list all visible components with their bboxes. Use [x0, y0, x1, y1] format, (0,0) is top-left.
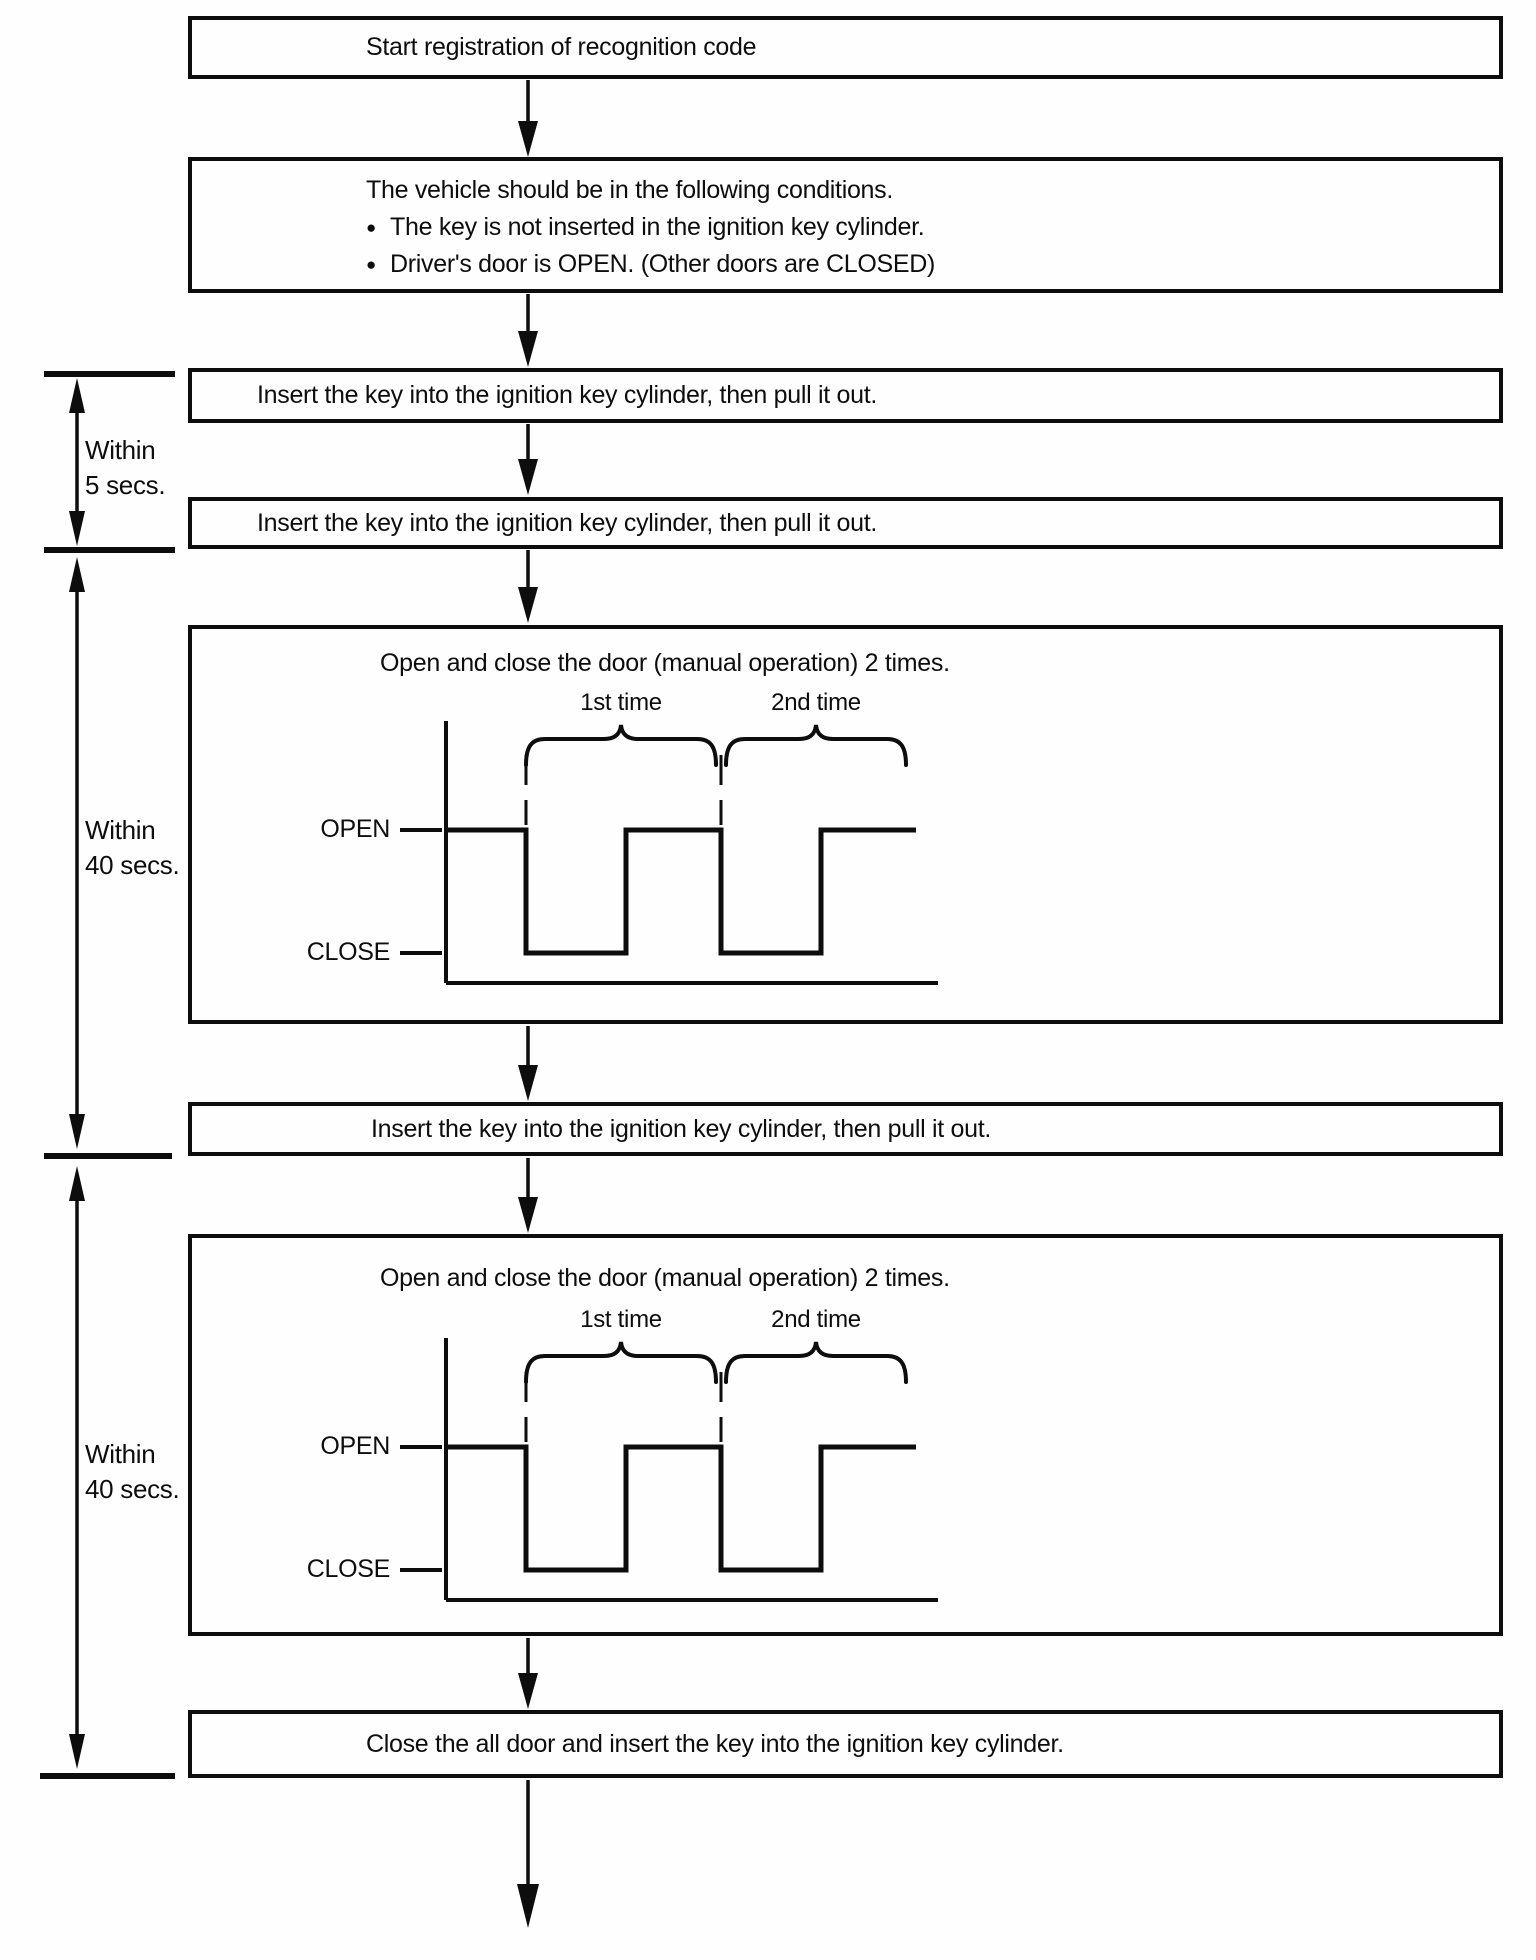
start-box-label: Start registration of recognition code: [366, 33, 757, 61]
arrowhead-down-icon: [69, 1734, 85, 1769]
conditions-lines: [192, 161, 1499, 284]
close-level-label: CLOSE: [306, 938, 390, 966]
arrowhead-down-icon: [69, 1114, 85, 1149]
flow-arrow-6: [518, 1158, 538, 1233]
arrowhead-down-icon: [69, 511, 85, 546]
close-doors-label: Close the all door and insert the key into the ignition key cylinder.: [366, 1729, 1064, 1758]
condition-text-2: Driver's door is OPEN. (Other doors are CLOSED): [390, 250, 935, 278]
within-40s-label-second: [85, 1437, 205, 1507]
within-5s-line1: Within: [85, 435, 156, 465]
insert-key-label-3: Insert the key into the ignition key cylinder, then pull it out.: [371, 1114, 992, 1143]
first-time-label: 1st time: [580, 1306, 662, 1333]
close-level-label: CLOSE: [306, 1555, 390, 1583]
close-doors-box: [188, 1710, 1503, 1778]
second-time-brace-icon: [726, 725, 906, 765]
condition-bullet-row: [366, 209, 1499, 247]
condition-bullet-row: [366, 246, 1499, 284]
door-cycle-title: Open and close the door (manual operation) 2 times.: [380, 1264, 950, 1292]
door-state-waveform-path: [448, 830, 916, 953]
bullet-icon: ●: [366, 217, 376, 237]
second-time-label: 2nd time: [771, 689, 861, 716]
insert-key-box-2: [188, 497, 1503, 549]
door-waveform: [192, 629, 1499, 1020]
within-40s-a-line1: Within: [85, 815, 156, 845]
within-40s-b-line2: 40 secs.: [85, 1474, 180, 1504]
within-40s-b-line1: Within: [85, 1439, 156, 1469]
flow-arrow-final: [517, 1780, 539, 1928]
door-cycle-box-1: [188, 625, 1503, 1024]
first-time-brace-icon: [526, 1342, 716, 1382]
conditions-intro: The vehicle should be in the following conditions.: [366, 176, 894, 204]
insert-key-box-3: [188, 1102, 1503, 1156]
flow-arrow-7: [518, 1638, 538, 1709]
arrowhead-up-icon: [69, 378, 85, 413]
arrowhead-up-icon: [69, 1166, 85, 1201]
flow-arrow-5: [518, 1026, 538, 1101]
door-waveform: [192, 1238, 1499, 1632]
bullet-icon: ●: [366, 255, 376, 274]
flow-arrow-2: [518, 294, 538, 367]
first-time-brace-icon: [526, 725, 716, 765]
door-cycle-title: Open and close the door (manual operation) 2 times.: [380, 649, 950, 677]
start-box: [188, 16, 1503, 79]
first-time-label: 1st time: [580, 689, 662, 716]
flow-arrow-3: [518, 424, 538, 495]
flow-arrow-4: [518, 550, 538, 623]
arrowhead-up-icon: [69, 557, 85, 592]
within-40s-a-line2: 40 secs.: [85, 850, 180, 880]
condition-text-1: The key is not inserted in the ignition key cylinder.: [390, 212, 925, 241]
insert-key-label-2: Insert the key into the ignition key cylinder, then pull it out.: [257, 508, 878, 537]
conditions-box: [188, 157, 1503, 293]
door-state-waveform-path: [448, 1447, 916, 1570]
open-level-label: OPEN: [320, 1432, 390, 1460]
within-5s-label: [85, 433, 205, 503]
insert-key-label-1: Insert the key into the ignition key cylinder, then pull it out.: [257, 381, 878, 409]
door-cycle-box-2: [188, 1234, 1503, 1636]
flow-arrow-1: [518, 80, 538, 157]
second-time-label: 2nd time: [771, 1306, 861, 1333]
within-40s-label-first: [85, 813, 205, 883]
open-level-label: OPEN: [320, 815, 390, 843]
insert-key-box-1: [188, 368, 1503, 423]
within-5s-line2: 5 secs.: [85, 470, 166, 500]
second-time-brace-icon: [726, 1342, 906, 1382]
